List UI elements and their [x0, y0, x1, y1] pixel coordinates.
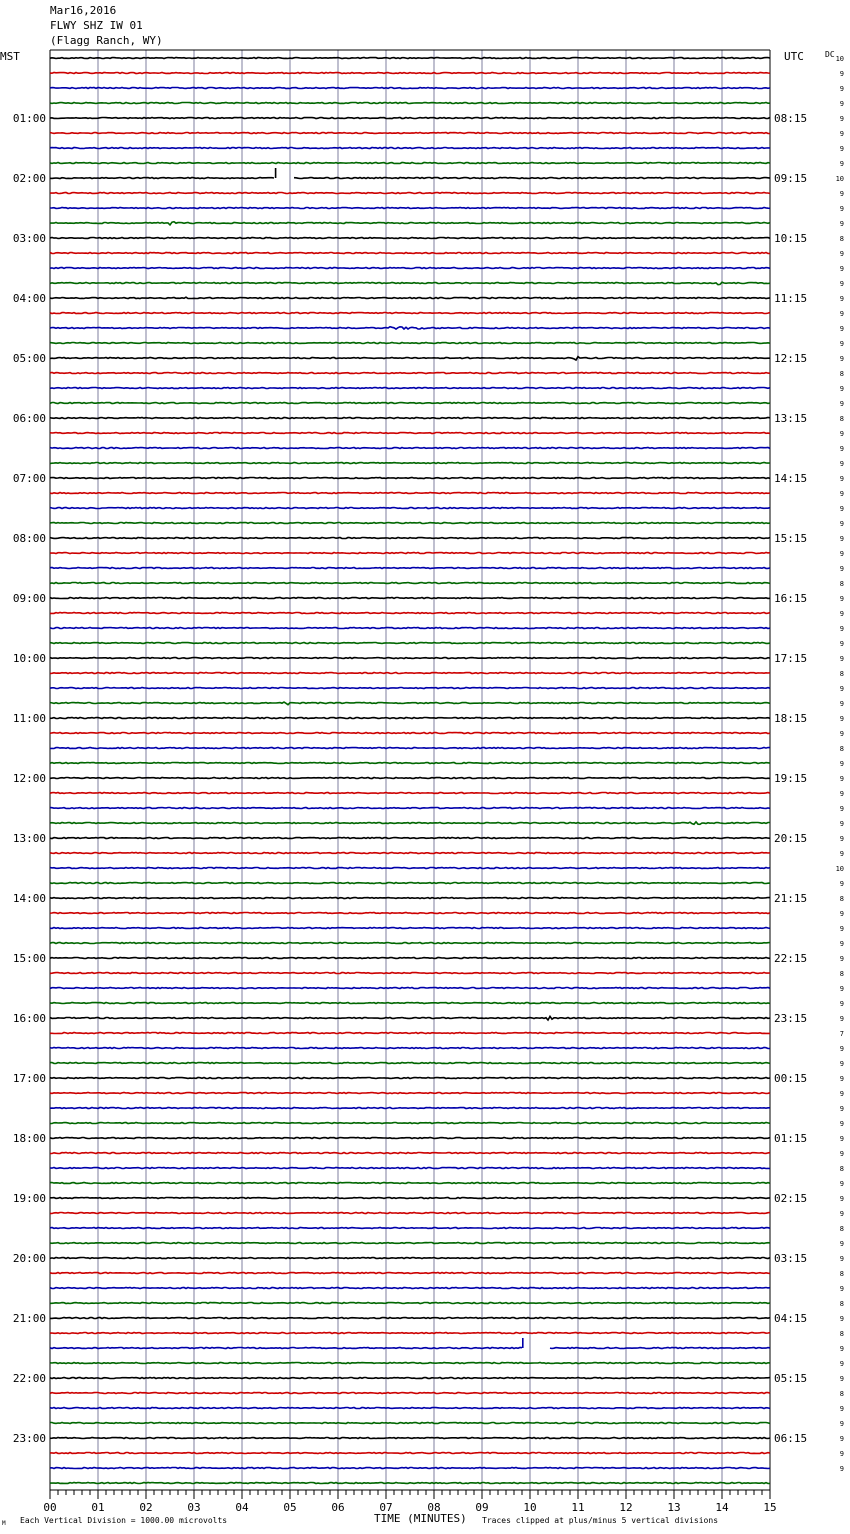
dc-value-74: 8: [839, 1165, 844, 1173]
trace-44: [50, 718, 770, 719]
x-tick-label-2: 02: [139, 1501, 153, 1514]
dc-value-21: 8: [839, 370, 844, 378]
trace-59: [50, 943, 770, 944]
x-tick-label-6: 06: [331, 1501, 345, 1514]
left-hour-label-22: 23:00: [12, 1432, 46, 1445]
trace-36: [50, 598, 770, 599]
left-hour-label-3: 04:00: [12, 292, 46, 305]
trace-39: [50, 643, 770, 644]
footer-clip-note: Traces clipped at plus/minus 5 vertical divisions: [482, 1516, 719, 1525]
trace-10: [50, 208, 770, 209]
dc-value-14: 9: [839, 265, 844, 273]
trace-31: [50, 523, 770, 524]
trace-73: [50, 1153, 770, 1154]
dc-value-42: 9: [839, 685, 844, 693]
dc-value-56: 8: [839, 895, 844, 903]
trace-55: [50, 883, 770, 884]
dc-value-18: 9: [839, 325, 844, 333]
trace-27: [50, 463, 770, 464]
trace-5: [50, 133, 770, 134]
x-tick-label-4: 04: [235, 1501, 249, 1514]
trace-70: [50, 1108, 770, 1109]
x-tick-label-3: 03: [187, 1501, 201, 1514]
trace-68: [50, 1078, 770, 1079]
trace-17: [50, 313, 770, 314]
trace-26: [50, 448, 770, 449]
dc-value-52: 9: [839, 835, 844, 843]
dc-value-26: 9: [839, 445, 844, 453]
x-tick-label-5: 05: [283, 1501, 297, 1514]
trace-76: [50, 1198, 770, 1199]
left-hour-label-19: 20:00: [12, 1252, 46, 1265]
trace-87: [50, 1363, 770, 1364]
trace-58: [50, 928, 770, 929]
trace-28: [50, 478, 770, 479]
trace-82: [50, 1288, 770, 1289]
trace-54: [50, 868, 770, 869]
trace-16: [50, 297, 770, 298]
trace-29: [50, 493, 770, 494]
left-hour-label-12: 13:00: [12, 832, 46, 845]
dc-value-23: 9: [839, 400, 844, 408]
trace-20: [50, 357, 770, 360]
right-hour-label-11: 19:15: [774, 772, 808, 785]
dc-value-32: 9: [839, 535, 844, 543]
trace-83: [50, 1303, 770, 1304]
trace-12: [50, 238, 770, 239]
right-hour-label-17: 01:15: [774, 1132, 808, 1145]
dc-value-49: 9: [839, 790, 844, 798]
left-timezone-label: MST: [0, 50, 20, 63]
trace-38: [50, 628, 770, 629]
dc-value-10: 9: [839, 205, 844, 213]
dc-value-29: 9: [839, 490, 844, 498]
trace-32: [50, 538, 770, 539]
dc-value-17: 9: [839, 310, 844, 318]
dc-value-45: 9: [839, 730, 844, 738]
x-tick-label-10: 10: [523, 1501, 537, 1514]
trace-3: [50, 103, 770, 104]
dc-value-0: 10: [835, 55, 844, 63]
dc-value-5: 9: [839, 130, 844, 138]
trace-34: [50, 568, 770, 569]
trace-56: [50, 898, 770, 899]
dc-value-76: 9: [839, 1195, 844, 1203]
left-hour-label-13: 14:00: [12, 892, 46, 905]
dc-value-20: 9: [839, 355, 844, 363]
location-label: (Flagg Ranch, WY): [50, 34, 163, 47]
dc-value-89: 8: [839, 1390, 844, 1398]
trace-14: [50, 268, 770, 269]
dc-value-43: 9: [839, 700, 844, 708]
dc-value-41: 8: [839, 670, 844, 678]
dc-value-82: 9: [839, 1285, 844, 1293]
right-hour-label-2: 10:15: [774, 232, 808, 245]
dc-value-24: 8: [839, 415, 844, 423]
trace-60: [50, 958, 770, 959]
x-tick-label-14: 14: [715, 1501, 729, 1514]
dc-value-46: 8: [839, 745, 844, 753]
dc-value-48: 9: [839, 775, 844, 783]
dc-value-92: 9: [839, 1435, 844, 1443]
x-tick-label-8: 08: [427, 1501, 441, 1514]
right-hour-label-10: 18:15: [774, 712, 808, 725]
right-hour-label-21: 05:15: [774, 1372, 808, 1385]
dc-value-53: 9: [839, 850, 844, 858]
trace-71: [50, 1123, 770, 1124]
trace-43: [50, 702, 770, 705]
dc-value-88: 9: [839, 1375, 844, 1383]
dc-value-19: 9: [839, 340, 844, 348]
trace-13: [50, 253, 770, 254]
right-hour-label-7: 15:15: [774, 532, 808, 545]
dc-value-31: 9: [839, 520, 844, 528]
trace-41: [50, 673, 770, 674]
trace-72: [50, 1138, 770, 1139]
left-hour-label-0: 01:00: [12, 112, 46, 125]
trace-66: [50, 1048, 770, 1049]
trace-6: [50, 148, 770, 149]
dc-value-81: 8: [839, 1270, 844, 1278]
trace-49: [50, 793, 770, 794]
left-hour-label-9: 10:00: [12, 652, 46, 665]
trace-80: [50, 1258, 770, 1259]
dc-value-68: 9: [839, 1075, 844, 1083]
dc-value-77: 9: [839, 1210, 844, 1218]
trace-86: [50, 1338, 770, 1349]
dc-value-67: 9: [839, 1060, 844, 1068]
dc-value-34: 9: [839, 565, 844, 573]
trace-1: [50, 73, 770, 74]
dc-value-62: 9: [839, 985, 844, 993]
dc-value-30: 9: [839, 505, 844, 513]
left-hour-label-18: 19:00: [12, 1192, 46, 1205]
trace-92: [50, 1438, 770, 1439]
dc-value-13: 9: [839, 250, 844, 258]
dc-value-78: 8: [839, 1225, 844, 1233]
x-tick-label-15: 15: [763, 1501, 777, 1514]
dc-value-66: 9: [839, 1045, 844, 1053]
right-hour-label-3: 11:15: [774, 292, 808, 305]
dc-value-25: 9: [839, 430, 844, 438]
trace-9: [50, 193, 770, 194]
dc-value-72: 9: [839, 1135, 844, 1143]
dc-value-11: 9: [839, 220, 844, 228]
trace-0: [50, 58, 770, 59]
dc-value-22: 9: [839, 385, 844, 393]
footer-scale-note: Each Vertical Division = 1000.00 microvolts: [20, 1516, 228, 1525]
dc-value-38: 9: [839, 625, 844, 633]
left-hour-label-2: 03:00: [12, 232, 46, 245]
dc-value-70: 9: [839, 1105, 844, 1113]
trace-37: [50, 613, 770, 614]
trace-69: [50, 1093, 770, 1094]
trace-67: [50, 1063, 770, 1064]
left-hour-label-11: 12:00: [12, 772, 46, 785]
right-hour-label-13: 21:15: [774, 892, 808, 905]
x-tick-label-11: 11: [571, 1501, 585, 1514]
trace-89: [50, 1393, 770, 1394]
x-tick-label-9: 09: [475, 1501, 489, 1514]
date-label: Mar16,2016: [50, 4, 117, 17]
trace-52: [50, 838, 770, 839]
trace-11: [50, 222, 770, 225]
right-hour-label-12: 20:15: [774, 832, 808, 845]
dc-value-28: 9: [839, 475, 844, 483]
dc-value-79: 9: [839, 1240, 844, 1248]
dc-value-91: 9: [839, 1420, 844, 1428]
dc-value-55: 9: [839, 880, 844, 888]
right-hour-label-14: 22:15: [774, 952, 808, 965]
trace-8: [50, 168, 770, 179]
trace-77: [50, 1213, 770, 1214]
trace-42: [50, 688, 770, 689]
x-tick-label-12: 12: [619, 1501, 633, 1514]
dc-value-90: 9: [839, 1405, 844, 1413]
dc-label: DC: [825, 50, 835, 59]
dc-value-50: 9: [839, 805, 844, 813]
dc-value-3: 9: [839, 100, 844, 108]
dc-value-1: 9: [839, 70, 844, 78]
left-hour-label-15: 16:00: [12, 1012, 46, 1025]
station-label: FLWY SHZ IW 01: [50, 19, 143, 32]
dc-value-39: 9: [839, 640, 844, 648]
trace-62: [50, 988, 770, 989]
trace-35: [50, 583, 770, 584]
dc-value-51: 9: [839, 820, 844, 828]
right-hour-label-18: 02:15: [774, 1192, 808, 1205]
dc-value-44: 9: [839, 715, 844, 723]
trace-88: [50, 1378, 770, 1379]
trace-63: [50, 1003, 770, 1004]
x-tick-label-1: 01: [91, 1501, 105, 1514]
left-hour-label-17: 18:00: [12, 1132, 46, 1145]
dc-value-85: 8: [839, 1330, 844, 1338]
right-hour-label-22: 06:15: [774, 1432, 808, 1445]
right-hour-label-4: 12:15: [774, 352, 808, 365]
left-hour-label-16: 17:00: [12, 1072, 46, 1085]
trace-81: [50, 1273, 770, 1274]
dc-value-15: 9: [839, 280, 844, 288]
x-tick-label-7: 07: [379, 1501, 393, 1514]
trace-7: [50, 163, 770, 164]
trace-4: [50, 118, 770, 119]
trace-84: [50, 1318, 770, 1319]
trace-91: [50, 1423, 770, 1424]
x-tick-label-0: 00: [43, 1501, 57, 1514]
trace-79: [50, 1243, 770, 1244]
trace-22: [50, 388, 770, 389]
trace-57: [50, 913, 770, 914]
dc-value-75: 9: [839, 1180, 844, 1188]
trace-53: [50, 853, 770, 854]
dc-value-16: 9: [839, 295, 844, 303]
trace-15: [50, 282, 770, 285]
trace-50: [50, 808, 770, 809]
trace-45: [50, 733, 770, 734]
dc-value-54: 10: [835, 865, 844, 873]
trace-19: [50, 343, 770, 344]
trace-74: [50, 1168, 770, 1169]
trace-40: [50, 658, 770, 659]
dc-value-61: 8: [839, 970, 844, 978]
dc-value-65: 7: [839, 1030, 844, 1038]
trace-85: [50, 1333, 770, 1334]
dc-value-6: 9: [839, 145, 844, 153]
x-tick-label-13: 13: [667, 1501, 681, 1514]
dc-value-69: 9: [839, 1090, 844, 1098]
right-timezone-label: UTC: [784, 50, 804, 63]
right-hour-label-19: 03:15: [774, 1252, 808, 1265]
dc-value-58: 9: [839, 925, 844, 933]
dc-value-35: 8: [839, 580, 844, 588]
right-hour-label-6: 14:15: [774, 472, 808, 485]
dc-value-71: 9: [839, 1120, 844, 1128]
trace-33: [50, 553, 770, 554]
left-hour-label-6: 07:00: [12, 472, 46, 485]
right-hour-label-5: 13:15: [774, 412, 808, 425]
trace-64: [50, 1016, 770, 1020]
right-hour-label-1: 09:15: [774, 172, 808, 185]
dc-value-36: 9: [839, 595, 844, 603]
trace-95: [50, 1483, 770, 1484]
dc-value-27: 9: [839, 460, 844, 468]
trace-25: [50, 433, 770, 434]
trace-24: [50, 418, 770, 419]
dc-value-80: 9: [839, 1255, 844, 1263]
trace-61: [50, 973, 770, 974]
left-hour-label-7: 08:00: [12, 532, 46, 545]
trace-30: [50, 508, 770, 509]
trace-23: [50, 403, 770, 404]
trace-51: [50, 822, 770, 824]
right-hour-label-0: 08:15: [774, 112, 808, 125]
trace-2: [50, 88, 770, 89]
trace-18: [50, 327, 770, 329]
right-hour-label-15: 23:15: [774, 1012, 808, 1025]
left-hour-label-20: 21:00: [12, 1312, 46, 1325]
dc-value-94: 9: [839, 1465, 844, 1473]
dc-value-57: 9: [839, 910, 844, 918]
dc-value-64: 9: [839, 1015, 844, 1023]
x-axis-title: TIME (MINUTES): [374, 1512, 467, 1525]
left-hour-label-5: 06:00: [12, 412, 46, 425]
left-hour-label-4: 05:00: [12, 352, 46, 365]
right-hour-label-16: 00:15: [774, 1072, 808, 1085]
dc-value-73: 9: [839, 1150, 844, 1158]
dc-value-4: 9: [839, 115, 844, 123]
trace-75: [50, 1183, 770, 1184]
trace-47: [50, 763, 770, 764]
dc-value-60: 9: [839, 955, 844, 963]
trace-94: [50, 1468, 770, 1469]
right-hour-label-8: 16:15: [774, 592, 808, 605]
dc-value-12: 8: [839, 235, 844, 243]
right-hour-label-9: 17:15: [774, 652, 808, 665]
dc-value-8: 10: [835, 175, 844, 183]
left-hour-label-10: 11:00: [12, 712, 46, 725]
dc-value-47: 9: [839, 760, 844, 768]
trace-78: [50, 1228, 770, 1229]
trace-90: [50, 1408, 770, 1409]
dc-value-93: 9: [839, 1450, 844, 1458]
corner-mark: M: [2, 1520, 6, 1527]
left-hour-label-14: 15:00: [12, 952, 46, 965]
dc-value-33: 9: [839, 550, 844, 558]
dc-value-2: 9: [839, 85, 844, 93]
trace-93: [50, 1453, 770, 1454]
dc-value-87: 9: [839, 1360, 844, 1368]
dc-value-37: 9: [839, 610, 844, 618]
dc-value-9: 9: [839, 190, 844, 198]
left-hour-label-21: 22:00: [12, 1372, 46, 1385]
left-hour-label-1: 02:00: [12, 172, 46, 185]
dc-value-83: 8: [839, 1300, 844, 1308]
trace-46: [50, 748, 770, 749]
dc-value-86: 9: [839, 1345, 844, 1353]
dc-value-7: 9: [839, 160, 844, 168]
trace-48: [50, 778, 770, 779]
trace-65: [50, 1033, 770, 1034]
left-hour-label-8: 09:00: [12, 592, 46, 605]
dc-value-59: 9: [839, 940, 844, 948]
right-hour-label-20: 04:15: [774, 1312, 808, 1325]
dc-value-40: 9: [839, 655, 844, 663]
dc-value-84: 9: [839, 1315, 844, 1323]
dc-value-63: 9: [839, 1000, 844, 1008]
trace-21: [50, 373, 770, 374]
